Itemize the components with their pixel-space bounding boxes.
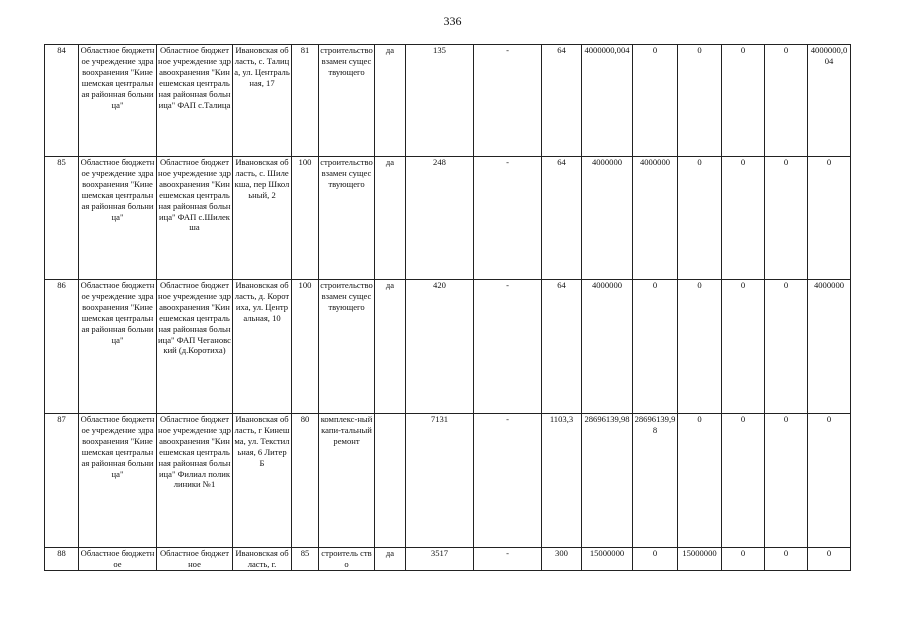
cell-number: 86 bbox=[45, 280, 79, 414]
cell-object: Областное бюджетное учреждение здравоохранения "Кинешемская центральная районная больница" ФАП с.Талица bbox=[157, 45, 233, 157]
cell-readiness: 81 bbox=[292, 45, 319, 157]
cell-work-type: строительство взамен существующего bbox=[319, 157, 375, 280]
cell-work-type: строитель ство bbox=[319, 548, 375, 571]
cell-total: 28696139,98 bbox=[582, 414, 633, 548]
cell-readiness: 85 bbox=[292, 548, 319, 571]
cell-number: 88 bbox=[45, 548, 79, 571]
cell-value-5: 4000000 bbox=[808, 280, 851, 414]
cell-value-1: 0 bbox=[633, 45, 678, 157]
cell-total: 4000000 bbox=[582, 157, 633, 280]
cell-value-2: 0 bbox=[678, 157, 722, 280]
cell-work-type: строительство взамен существующего bbox=[319, 280, 375, 414]
cell-value-3: 0 bbox=[722, 45, 765, 157]
cell-value-5: 4000000,004 bbox=[808, 45, 851, 157]
cell-address: Ивановская область, г. bbox=[233, 548, 292, 571]
cell-address: Ивановская область, г Кинешма, ул. Текстильная, 6 Литер Б bbox=[233, 414, 292, 548]
cell-value-4: 0 bbox=[765, 414, 808, 548]
cell-value-2: 0 bbox=[678, 45, 722, 157]
cell-customer: Областное бюджетное bbox=[79, 548, 157, 571]
cell-work-type: строительство взамен существующего bbox=[319, 45, 375, 157]
cell-object: Областное бюджетное учреждение здравоохранения "Кинешемская центральная районная больница" ФАП Чегановский (д.Коротиха) bbox=[157, 280, 233, 414]
cell-customer: Областное бюджетное учреждение здравоохранения "Кинешемская центральная районная больница" bbox=[79, 414, 157, 548]
cell-area: 420 bbox=[406, 280, 474, 414]
cell-value-1: 0 bbox=[633, 280, 678, 414]
cell-value-5: 0 bbox=[808, 414, 851, 548]
cell-value-4: 0 bbox=[765, 157, 808, 280]
cell-value-2: 0 bbox=[678, 414, 722, 548]
cell-number: 84 bbox=[45, 45, 79, 157]
cell-value-3: 0 bbox=[722, 157, 765, 280]
page-bottom-margin bbox=[0, 571, 905, 640]
cell-address: Ивановская область, с. Талица, ул. Центральная, 17 bbox=[233, 45, 292, 157]
cell-area: 3517 bbox=[406, 548, 474, 571]
cell-readiness: 100 bbox=[292, 280, 319, 414]
table-row bbox=[45, 414, 851, 548]
cell-readiness: 100 bbox=[292, 157, 319, 280]
cell-flag: да bbox=[375, 280, 406, 414]
cell-area: 248 bbox=[406, 157, 474, 280]
cell-capacity: 64 bbox=[542, 157, 582, 280]
cell-capacity: 64 bbox=[542, 280, 582, 414]
cell-number: 87 bbox=[45, 414, 79, 548]
cell-dash: - bbox=[474, 280, 542, 414]
table-row bbox=[45, 548, 851, 571]
cell-object: Областное бюджетное bbox=[157, 548, 233, 571]
cell-readiness: 80 bbox=[292, 414, 319, 548]
cell-dash: - bbox=[474, 45, 542, 157]
cell-total: 4000000,004 bbox=[582, 45, 633, 157]
cell-dash: - bbox=[474, 157, 542, 280]
cell-customer: Областное бюджетное учреждение здравоохранения "Кинешемская центральная районная больница" bbox=[79, 280, 157, 414]
cell-value-5: 0 bbox=[808, 157, 851, 280]
cell-value-1: 0 bbox=[633, 548, 678, 571]
cell-value-3: 0 bbox=[722, 414, 765, 548]
cell-flag bbox=[375, 414, 406, 548]
cell-object: Областное бюджетное учреждение здравоохранения "Кинешемская центральная районная больница" Филиал поликлиники №1 bbox=[157, 414, 233, 548]
table-row bbox=[45, 157, 851, 280]
cell-area: 7131 bbox=[406, 414, 474, 548]
cell-value-4: 0 bbox=[765, 280, 808, 414]
cell-value-2: 15000000 bbox=[678, 548, 722, 571]
cell-value-4: 0 bbox=[765, 45, 808, 157]
cell-capacity: 1103,3 bbox=[542, 414, 582, 548]
page-number: 336 bbox=[443, 14, 462, 28]
cell-area: 135 bbox=[406, 45, 474, 157]
cell-value-3: 0 bbox=[722, 280, 765, 414]
cell-dash: - bbox=[474, 414, 542, 548]
cell-dash: - bbox=[474, 548, 542, 571]
cell-value-1: 4000000 bbox=[633, 157, 678, 280]
cell-value-5: 0 bbox=[808, 548, 851, 571]
cell-flag: да bbox=[375, 157, 406, 280]
cell-object: Областное бюджетное учреждение здравоохранения "Кинешемская центральная районная больница" ФАП с.Шилекша bbox=[157, 157, 233, 280]
cell-flag: да bbox=[375, 548, 406, 571]
cell-capacity: 300 bbox=[542, 548, 582, 571]
table-row bbox=[45, 280, 851, 414]
cell-capacity: 64 bbox=[542, 45, 582, 157]
cell-value-1: 28696139,98 bbox=[633, 414, 678, 548]
registry-table bbox=[44, 44, 851, 571]
cell-customer: Областное бюджетное учреждение здравоохранения "Кинешемская центральная районная больница" bbox=[79, 157, 157, 280]
cell-address: Ивановская область, с. Шилекша, пер Школьный, 2 bbox=[233, 157, 292, 280]
cell-total: 15000000 bbox=[582, 548, 633, 571]
cell-flag: да bbox=[375, 45, 406, 157]
cell-value-3: 0 bbox=[722, 548, 765, 571]
cell-customer: Областное бюджетное учреждение здравоохранения "Кинешемская центральная районная больница" bbox=[79, 45, 157, 157]
cell-total: 4000000 bbox=[582, 280, 633, 414]
cell-value-4: 0 bbox=[765, 548, 808, 571]
cell-value-2: 0 bbox=[678, 280, 722, 414]
cell-number: 85 bbox=[45, 157, 79, 280]
cell-address: Ивановская область, д. Коротиха, ул. Центральная, 10 bbox=[233, 280, 292, 414]
table-row bbox=[45, 45, 851, 157]
cell-work-type: комплекс-ный капи-тальный ремонт bbox=[319, 414, 375, 548]
